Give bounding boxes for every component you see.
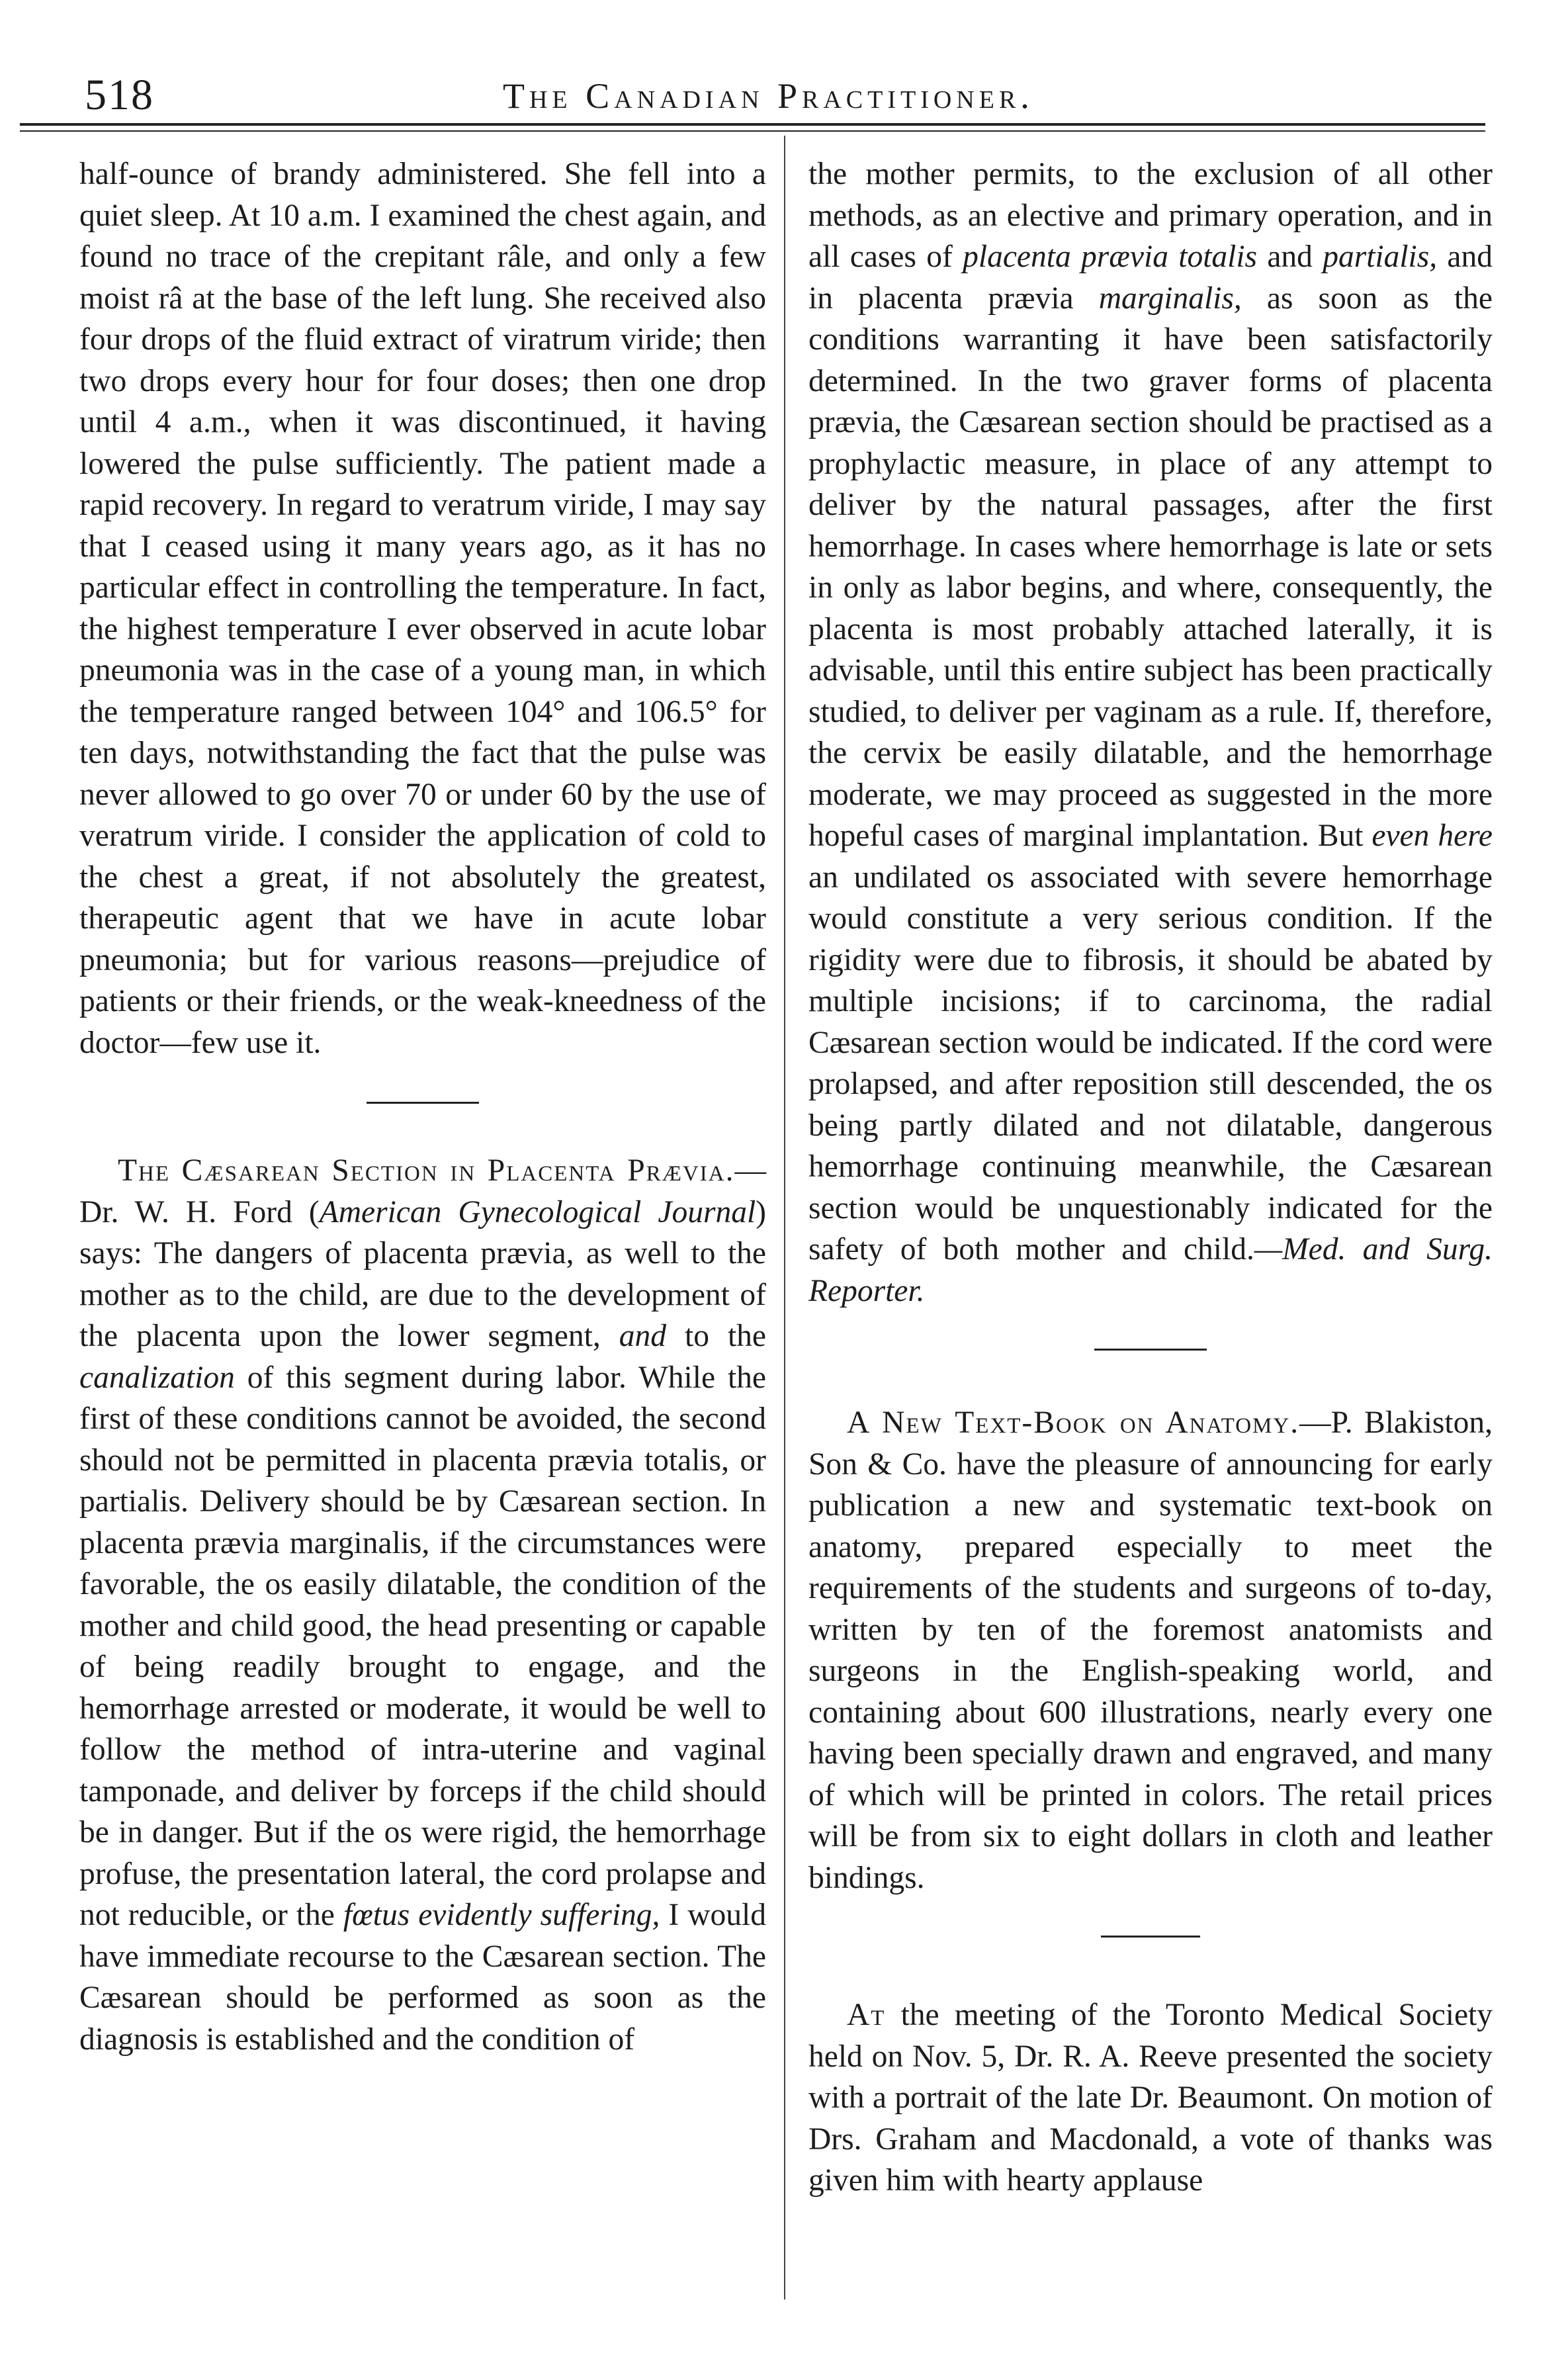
- source-citation: —Med. and Surg. Reporter.: [808, 1232, 1493, 1308]
- article-caesarean-section: The Cæsarean Section in Placenta Prævia.—Dr. W. H. Ford (American Gynecological Journal) says: The dangers of placenta prævia, as well to the mother as to the child, are due to the development of the placenta upon the lower segment, and to the canalization of this segment during labor. While the first of these conditions cannot be avoided, the second should not be permitted in placenta prævia totalis, or partialis. Delivery should be by Cæsarean section. In placenta prævia marginalis, if the circumstances were favorable, the os easily dilatable, the condition of the mother and child good, the head presenting or capable of being readily brought to engage, and the hemorrhage arrested or moderate, it would be well to follow the method of intra-uterine and vaginal tamponade, and deliver by forceps if the child should be in danger. But if the os were rigid, the hemorrhage profuse, the presentation lateral, the cord prolapse and not reducible, or the fœtus evidently suffering, I would have immediate recourse to the Cæsarean section. The Cæsarean should be performed as soon as the diagnosis is established and the condition of: [79, 1153, 767, 2057]
- continued-paragraph: half-ounce of brandy administered. She fell into a quiet sleep. At 10 a.m. I examined the chest again, and found no trace of the crepitant râle, and only a few moist râ at the base of the left lung. She received also four drops of the fluid extract of viratrum viride; then two drops every hour for four doses; then one drop until 4 a.m., when it was discontinued, it having lowered the pulse sufficiently. The patient made a rapid recovery. In regard to veratrum viride, I may say that I ceased using it many years ago, as it has no particular effect in controlling the temperature. In fact, the highest temperature I ever observed in acute lobar pneumonia was in the case of a young man, in which the temperature ranged between 104° and 106.5° for ten days, notwithstanding the fact that the pulse was never allowed to go over 70 or under 60 by the use of veratrum viride. I consider the application of cold to the chest a great, if not absolutely the greatest, therapeutic agent that we have in acute lobar pneumonia; but for various reasons—prejudice of patients or their friends, or the weak-kneedness of the doctor—few use it.: [79, 157, 766, 1060]
- running-header: [66, 66, 1485, 123]
- section-separator: [1094, 1349, 1207, 1351]
- article-anatomy-textbook: A New Text-Book on Anatomy.—P. Blakiston, Son & Co. have the pleasure of announcing for early publication a new and systematic text-book on anatomy, prepared especially to meet the requirements of the students and surgeons of to-day, written by ten of the foremost anatomists and surgeons in the English-speaking world, and containing about 600 illustrations, nearly every one having been specially drawn and engraved, and many of which will be printed in colors. The retail prices will be from six to eight dollars in cloth and leather bindings.: [808, 1406, 1493, 1895]
- journal-title: The Canadian Practitioner.: [503, 76, 1034, 116]
- section-separator: [1101, 1936, 1200, 1938]
- article-continuation: the mother permits, to the exclusion of all other methods, as an elective and primary operation, and in all cases of placenta prævia totalis and partialis, and in placenta prævia marginalis, as soon as the conditions warranting it have been satisfactorily determined. In the two graver forms of placenta prævia, the Cæsarean section should be practised as a prophylactic measure, in place of any attempt to deliver by the natural passages, after the first hemorrhage. In cases where hemorrhage is late or sets in only as labor begins, and where, consequently, the placenta is most probably attached laterally, it is advisable, until this entire subject has been practically studied, to deliver per vaginam as a rule. If, therefore, the cervix be easily dilatable, and the hemorrhage moderate, we may proceed as suggested in the more hopeful cases of marginal implantation. But even here an undilated os associated with severe hemorrhage would constitute a very serious condition. If the rigidity were due to fibrosis, it should be abated by multiple incisions; if to carcinoma, the radial Cæsarean section would be indicated. If the cord were prolapsed, and after reposition still descended, the os being partly dilated and not dilatable, dangerous hemorrhage continuing meanwhile, the Cæsarean section would be unquestionably indicated for the safety of both mother and child.—Med. and Surg. Reporter.: [808, 157, 1493, 1308]
- article-title: The Cæsarean Section in Placenta Prævia.: [118, 1153, 735, 1188]
- right-column: [808, 154, 1493, 2202]
- article-toronto-medical-society: At the meeting of the Toronto Medical Society held on Nov. 5, Dr. R. A. Reeve presented the society with a portrait of the late Dr. Beaumont. On motion of Drs. Graham and Macdonald, a vote of thanks was given him with hearty applause: [808, 1998, 1493, 2198]
- left-column: [79, 154, 766, 2060]
- article-title: A New Text-Book on Anatomy.: [847, 1406, 1300, 1440]
- section-separator: [367, 1102, 479, 1104]
- source-citation: American Gynecological Journal: [319, 1194, 756, 1229]
- page-number: 518: [85, 71, 154, 119]
- column-divider: [784, 136, 785, 2299]
- header-rule: [20, 123, 1485, 132]
- article-lead-word: At: [847, 1998, 886, 2032]
